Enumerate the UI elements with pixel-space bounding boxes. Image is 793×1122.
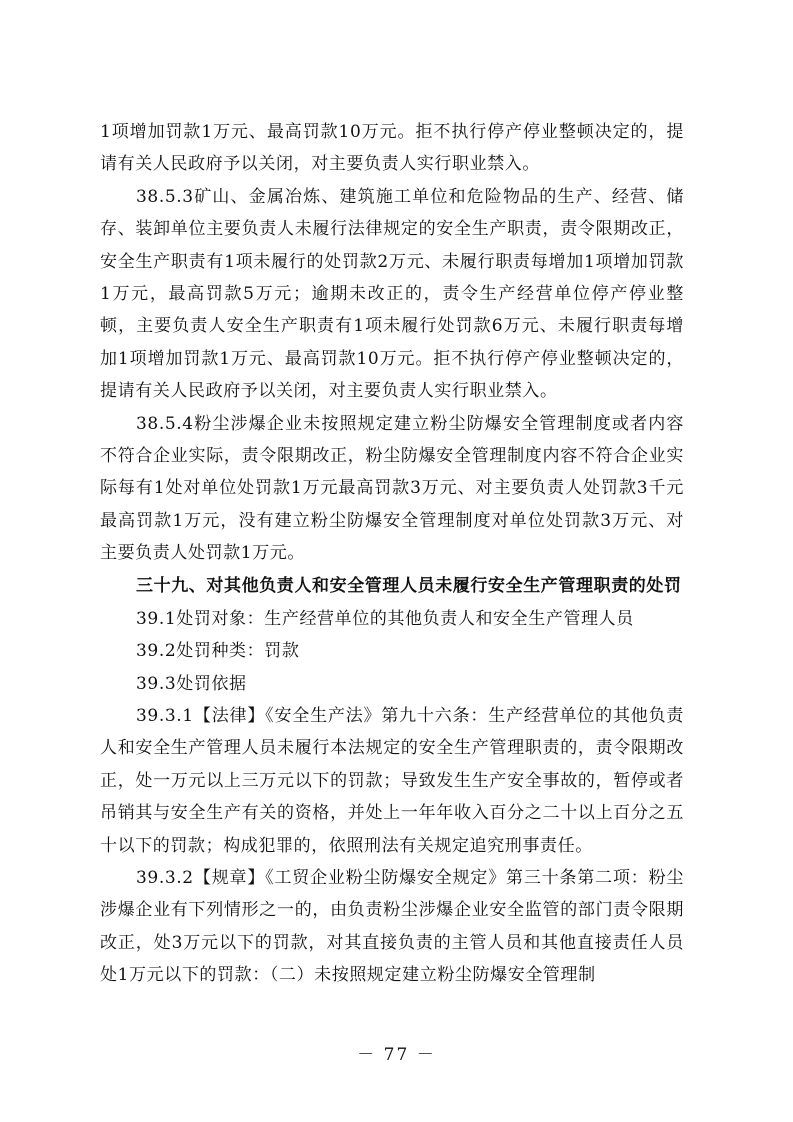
paragraph-continuation: 1项增加罚款1万元、最高罚款10万元。拒不执行停产停业整顿决定的，提请有关人民政府予以关闭，对主要负责人实行职业禁入。 <box>100 122 684 175</box>
paragraph-38-5-4: 38.5.4粉尘涉爆企业未按照规定建立粉尘防爆安全管理制度或者内容不符合企业实际，责令限期改正，粉尘防爆安全管理制度内容不符合企业实际每有1处对单位处罚款1万元最高罚款3万元、对主要负责人处罚款3千元最高罚款1万元，没有建立粉尘防爆安全管理制度对单位处罚款3万元、对主要负责人处罚款1万元。 <box>100 413 684 564</box>
clause-39-3-1: 39.3.1【法律】《安全生产法》第九十六条：生产经营单位的其他负责人和安全生产管理人员未履行本法规定的安全生产管理职责的，责令限期改正，处一万元以上三万元以下的罚款；导致发生生产安全事故的，暂停或者吊销其与安全生产有关的资格，并处上一年年收入百分之二十以上百分之五十以下的罚款；构成犯罪的，依照刑法有关规定追究刑事责任。 <box>100 705 684 856</box>
item-39-3: 39.3处罚依据 <box>136 673 247 694</box>
section-heading-39: 三十九、对其他负责人和安全管理人员未履行安全生产管理职责的处罚 <box>136 575 682 596</box>
item-39-2: 39.2处罚种类：罚款 <box>136 641 300 662</box>
document-body <box>100 116 684 992</box>
page-number: － 77 － <box>357 1045 436 1065</box>
item-39-1: 39.1处罚对象：生产经营单位的其他负责人和安全生产管理人员 <box>136 608 634 629</box>
paragraph-38-5-3: 38.5.3矿山、金属冶炼、建筑施工单位和危险物品的生产、经营、储存、装卸单位主要负责人未履行法律规定的安全生产职责，责令限期改正，安全生产职责有1项未履行的处罚款2万元、未履行职责每增加1项增加罚款1万元，最高罚款5万元；逾期未改正的，责令生产经营单位停产停业整顿，主要负责人安全生产职责有1项未履行处罚款6万元、未履行职责每增加1项增加罚款1万元、最高罚款10万元。拒不执行停产停业整顿决定的，提请有关人民政府予以关闭，对主要负责人实行职业禁入。 <box>100 186 684 402</box>
clause-39-3-2: 39.3.2【规章】《工贸企业粉尘防爆安全规定》第三十条第二项：粉尘涉爆企业有下列情形之一的，由负责粉尘涉爆企业安全监管的部门责令限期改正，处3万元以下的罚款，对其直接负责的主管人员和其他直接责任人员处1万元以下的罚款：（二）未按照规定建立粉尘防爆安全管理制 <box>100 867 684 986</box>
